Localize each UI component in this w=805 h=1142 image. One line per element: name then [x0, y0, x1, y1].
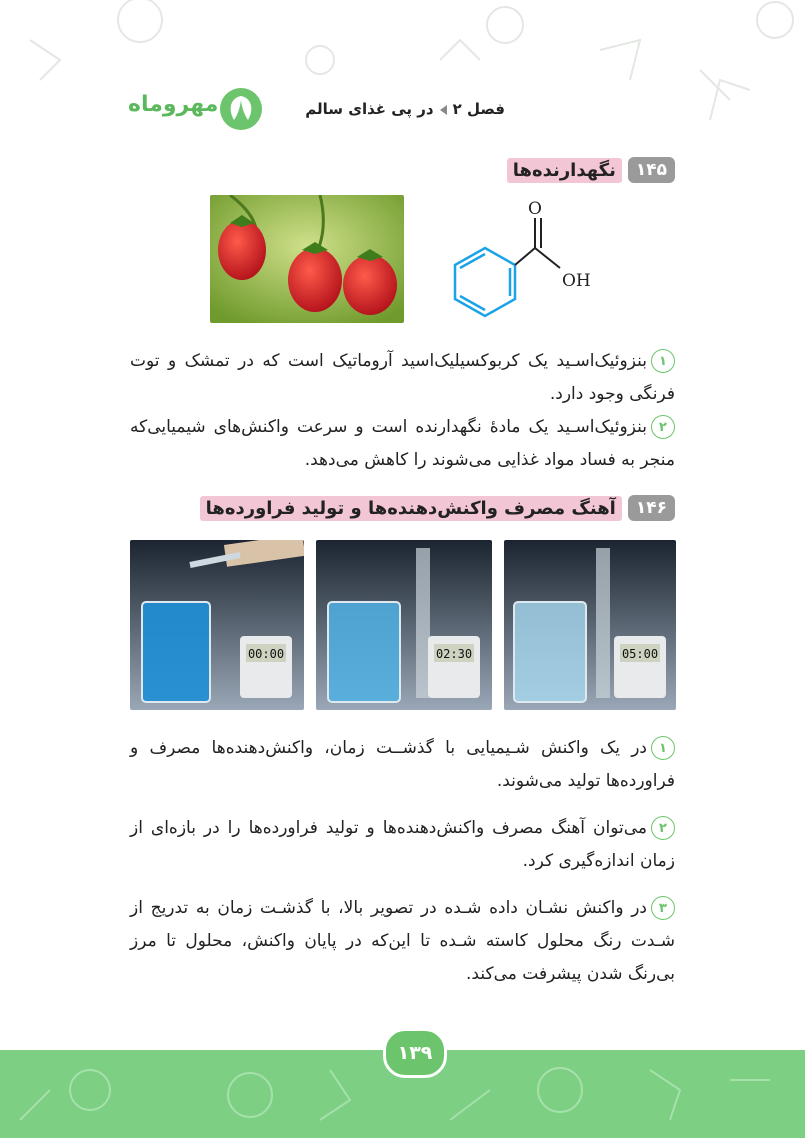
brand-name: مهروماه [128, 92, 219, 117]
paragraph-text: بنزوئیک‌اسـید یک کربوکسیلیک‌اسید آروماتیک است که در تمشک و توت فرنگی وجود دارد. [130, 351, 675, 404]
item-marker: ۲ [651, 415, 675, 439]
strawberry-photo [210, 195, 404, 323]
paragraph-text: در یک واکنش شـیمیایی با گذشــت زمان، واکنش‌دهنده‌ها مصرف و فراورده‌ها تولید می‌شوند. [130, 738, 675, 791]
item-marker: ۱ [651, 349, 675, 373]
section2-paragraph-1 [130, 732, 675, 798]
experiment-photo-middle [316, 540, 492, 710]
section-title: آهنگ مصرف واکنش‌دهنده‌ها و تولید فراورده‌ها [200, 496, 622, 521]
section2-paragraph-3 [130, 892, 675, 991]
item-marker: ۲ [651, 816, 675, 840]
paragraph-text: می‌توان آهنگ مصرف واکنش‌دهنده‌ها و تولید فراورده‌ها را در بازه‌ای از زمان اندازه‌گیری کرد. [130, 818, 675, 871]
chapter-title: در پی غذای سالم [305, 100, 434, 118]
section1-paragraph-1 [130, 345, 675, 411]
experiment-photo-end [504, 540, 676, 710]
paragraph-text: در واکنش نشـان داده شـده در تصویر بالا، با گذشـت زمان به تدریج از شـدت رنگ محلول کاسته شـده تا این‌که در پایان واکنش، محلول تا مرز بی‌رنگ شدن پیشرفت می‌کند. [130, 898, 675, 984]
brand-logo-icon [220, 88, 262, 130]
section-145-heading [507, 154, 675, 186]
page-number: ۱۳۹ [383, 1028, 447, 1078]
section-title: نگهدارنده‌ها [507, 158, 622, 183]
section-number: ۱۴۶ [628, 495, 675, 521]
hydroxyl-label: OH [562, 271, 591, 291]
timer-readout: 02:30 [435, 647, 473, 661]
experiment-photo-start [130, 540, 304, 710]
section-number: ۱۴۵ [628, 157, 675, 183]
paragraph-text: بنزوئیک‌اسـید یک مادهٔ نگهدارنده است و سرعت واکنش‌های شیمیایی‌که منجر به فساد مواد غذایی می‌شوند را کاهش می‌دهد. [130, 417, 675, 470]
oxygen-label: O [528, 199, 542, 219]
chapter-label: فصل ۲ [452, 100, 505, 118]
chapter-arrow-icon [440, 105, 447, 115]
item-marker: ۱ [651, 736, 675, 760]
item-marker: ۳ [651, 896, 675, 920]
section-146-heading [200, 492, 675, 524]
timer-readout: 00:00 [247, 647, 285, 661]
section2-paragraph-2 [130, 812, 675, 878]
benzoic-acid-structure [440, 198, 610, 328]
timer-readout: 05:00 [621, 647, 659, 661]
section1-paragraph-2 [130, 411, 675, 477]
chapter-heading [305, 100, 505, 118]
page-header [0, 88, 805, 138]
